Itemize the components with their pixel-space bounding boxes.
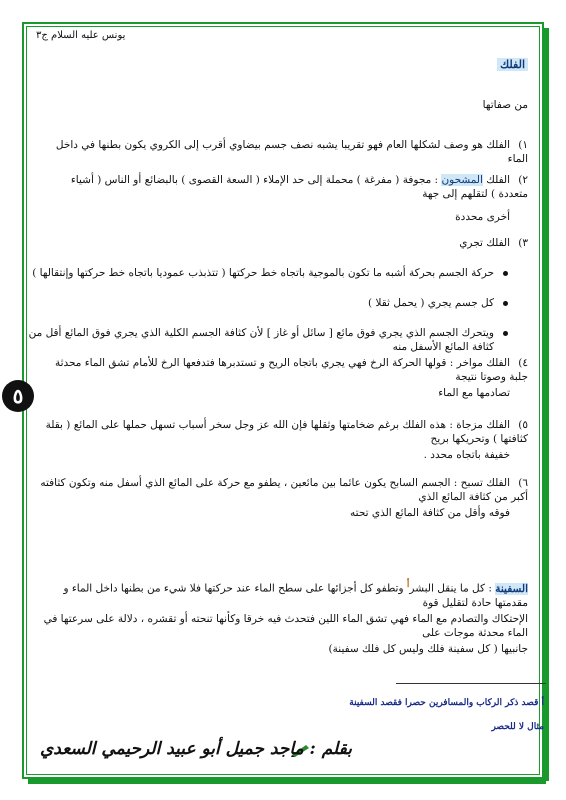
bullet-1: حركة الجسم بحركة أشبه ما تكون بالموجية باتجاه خط حركتها ( تتذبذب عموديا باتجاه خط حركتها وإنتقالها ) [19, 266, 494, 280]
running-head: يونس عليه السلام ج٣ [36, 30, 126, 41]
item-6: ٦)الفلك تسبح : الجسم السابح يكون عائما بين مائعين ، يطفو مع حركة على المائع الذي أسفل منه وتكون كثافته أكبر من كثافة المائع الذي [40, 477, 528, 503]
bullet-dot-icon [503, 271, 508, 276]
footnote-2: مثال لا للحصر [491, 722, 544, 732]
bullet-dot-icon [503, 331, 508, 336]
bullet-dot-icon [503, 301, 508, 306]
item-text-pre: الفلك [482, 174, 510, 186]
ship-term: السفينة [495, 582, 528, 595]
item-2-continuation: أخرى محددة [455, 211, 510, 223]
item-number: ١) [518, 139, 528, 151]
author-signature: بقلم : ماجد جميل أبو عبيد الرحيمي السعدي [40, 739, 353, 759]
bullet-3: ويتحرك الجسم الذي يجري فوق مائع [ سائل أو غاز ] لأن كثافة الجسم الكلية الذي يجري فوق المائع أقل من كثافة المائع الأسفل منه [19, 326, 494, 354]
footnote-1: أ قصد ذكر الركاب والمسافرين حصرا فقصد السفينة [349, 698, 544, 708]
item-number: ٣) [518, 237, 528, 249]
page-border [22, 22, 544, 779]
subtitle: من صفاتها [482, 99, 528, 111]
highlighted-term: المشحون [441, 174, 483, 186]
page-number-badge: ٥ [2, 380, 34, 412]
item-text: : مجوفة ( مفرغة ) محملة إلى حد الإملاء ( السعة القصوى ) بالبضائع أو الناس ( أشياء متعددة ) لتقلهم إلى جهة [70, 174, 528, 200]
item-5-continuation: خفيفة باتجاه محدد . [423, 449, 510, 461]
item-3 [38, 236, 528, 250]
ship-paragraph-line-3: جانبيها ( كل سفينة فلك وليس كل فلك سفينة) [328, 643, 528, 655]
ship-paragraph-line-1: السفينة : كل ما ينقل البشرأ وتطفو كل أجزائها على سطح الماء عند حركتها فلا شيء من بطنها داخل الماء و مقدمتها حادة لتقليل قوة [63, 580, 528, 609]
footnote-divider [396, 683, 546, 684]
bullet-2: كل جسم يجري ( يحمل ثقلا ) [19, 296, 494, 310]
item-4-continuation: تصادمها مع الماء [438, 387, 510, 399]
ship-paragraph-line-2: الإحتكاك والتصادم مع الماء فهي تشق الماء اللين فتحدث فيه خرقا وكأنها تنحته أو تقشره ، دلالة على سرعتها في الماء محدثة موجات على [43, 613, 528, 639]
item-1 [38, 138, 528, 166]
item-5: ٥)الفلك مزجاة : هذه الفلك برغم ضخامتها وثقلها فإن الله عز وجل سخر أسباب تسهل حملها على المائع ( بقلة كثافتها ) وتحريكها بريح [45, 419, 528, 445]
item-text: الفلك تجري [459, 237, 510, 249]
item-6-continuation: فوقه وأقل من كثافة المائع الذي تحته [350, 507, 510, 519]
item-number: ٢) [518, 174, 528, 186]
item-4: ٤)الفلك مواخر : قولها الحركة الرخ فهي يجري باتجاه الريح و تستدبرها فتدفعها الرخ للأمام تشق الماء محدثة جلبة وصوتا نتيجة [54, 357, 528, 383]
footnote-marker[interactable]: أ [406, 580, 410, 590]
item-text: الفلك هو وصف لشكلها العام فهو تقريبا يشبه نصف جسم بيضاوي أقرب إلى الكروي يكون بطنها في داخل الماء [55, 139, 528, 165]
section-title: الفلك [497, 58, 528, 71]
item-2 [38, 173, 528, 201]
